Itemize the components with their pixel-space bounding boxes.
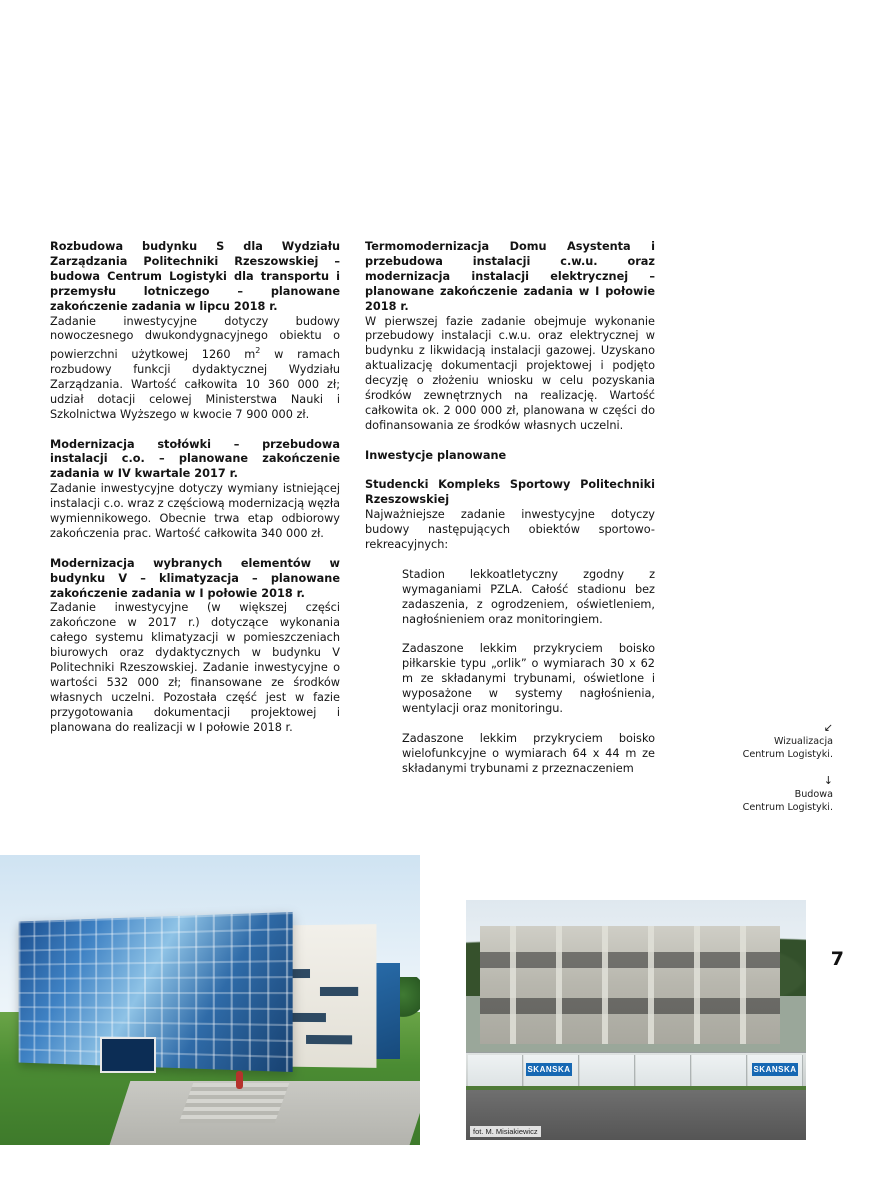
- superscript-square-meters: 2: [255, 346, 261, 356]
- left-text-column: [50, 240, 340, 736]
- heading-studencki-kompleks-sportowy: Studencki Kompleks Sportowy Politechniki Rzeszowskiej: [365, 478, 655, 507]
- photo-stairs: [179, 1083, 290, 1123]
- photo-person: [236, 1071, 243, 1089]
- list-item-boisko-pilkarskie-orlik: Zadaszone lekkim przykryciem boisko piłkarskie typu „orlik” o wymiarach 30 x 62 m ze składanymi trybunami, oświetlone i wyposażone w systemy nagłośnienia, wentylacji oraz monitoringu.: [402, 642, 655, 716]
- photo-column: [510, 926, 516, 1044]
- list-item-boisko-wielofunkcyjne: Zadaszone lekkim przykryciem boisko wielofunkcyjne o wymiarach 64 x 44 m ze składanymi trybunami z przeznaczeniem: [402, 731, 655, 775]
- photo-column: [602, 926, 608, 1044]
- paragraph-studencki-kompleks-sportowy: Najważniejsze zadanie inwestycyjne dotyczy budowy następujących obiektów sportowo-rekreacyjnych:: [365, 508, 655, 552]
- photo-fence-panel: [692, 1055, 747, 1089]
- arrow-down-icon: ↓: [823, 774, 833, 787]
- caption-line-1: Wizualizacja: [773, 736, 833, 747]
- paragraph-modernizacja-klimatyzacja: Zadanie inwestycyjne (w większej części zakończone w 2017 r.) dotyczące wykonania całego systemu klimatyzacji w pomieszczeniach biurowych oraz dydaktycznych w budynku V Politechniki Rzeszowskiej. Zadanie inwestycyjne o wartości 532 000 zł; finansowane ze środków własnych uczelni. Pozostała część jest w fazie przygotowania dokumentacji projektowej i planowana do realizacji w I połowie 2018 r.: [50, 601, 340, 734]
- arrow-down-left-icon: ↙: [823, 721, 833, 734]
- spacer: [50, 542, 340, 557]
- page-number: 7: [830, 948, 844, 970]
- paragraph-text-part2: w ramach rozbudowy funkcji dydaktycznej Wydziału Zarządzania. Wartość całkowita 10 360 000 zł; udział dotacji celowej Ministerstwa Nauki i Szkolnictwa Wyższego w kwocie 7 900 000 zł.: [50, 348, 340, 421]
- photo-fence-panel: [636, 1055, 691, 1089]
- paragraph-modernizacja-stolowki: Zadanie inwestycyjne dotyczy wymiany istniejącej instalacji c.o. wraz z częściową modernizacją węzła wymiennikowego. Obecnie trwa etap odbiorowy zakończenia prac. Wartość całkowita 340 000 zł.: [50, 482, 340, 540]
- spacer: [365, 464, 655, 479]
- heading-inwestycje-planowane: Inwestycje planowane: [365, 448, 507, 462]
- photo-fence-panel: [580, 1055, 635, 1089]
- caption-line-1: Budowa: [794, 789, 833, 800]
- paragraph-termomodernizacja: W pierwszej fazie zadanie obejmuje wykonanie przebudowy instalacji c.w.u. oraz elektrycznej w budynku z likwidacją instalacji gazowej. Uzyskano aktualizację dokumentacji projektowej i podjęto decyzję o złożeniu wniosku w celu pozyskania środków zewnętrznych na realizację. Wartość całkowita ok. 2 000 000 zł, planowana w części do dofinansowania ze środków własnych uczelni.: [365, 314, 655, 432]
- photo-column: [648, 926, 654, 1044]
- photo-column: [740, 926, 746, 1044]
- photo-column: [556, 926, 562, 1044]
- photo-fence-panel: [468, 1055, 523, 1089]
- skanska-logo: SKANSKA: [527, 1065, 571, 1074]
- spacer: [365, 553, 655, 568]
- photo-entrance-sign: [100, 1037, 156, 1073]
- heading-rozbudowa-budynku-s: Rozbudowa budynku S dla Wydziału Zarządzania Politechniki Rzeszowskiej – budowa Centrum Logistyki dla transportu i przemysłu lotniczego – planowane zakończenie zadania w lipcu 2018 r.: [50, 240, 340, 313]
- photo-window: [306, 1035, 352, 1044]
- spacer: [50, 423, 340, 438]
- photo-budowa-centrum-logistyki: [466, 900, 806, 1140]
- spacer: [365, 628, 655, 643]
- heading-termomodernizacja-domu-asystenta: Termomodernizacja Domu Asystenta i przebudowa instalacji c.w.u. oraz modernizacja instalacji elektrycznej – planowane zakończenie zadania w I połowie 2018 r.: [365, 240, 655, 313]
- list-item-stadion-lekkoatletyczny: Stadion lekkoatletyczny zgodny z wymaganiami PZLA. Całość stadionu bez zadaszenia, z ogrodzeniem, oświetleniem, nagłośnieniem oraz monitoringiem.: [402, 567, 655, 626]
- right-text-column: [365, 240, 655, 777]
- photo-floor-slab: [480, 998, 780, 1014]
- paragraph-rozbudowa-budynku-s: [50, 315, 340, 423]
- skanska-logo: SKANSKA: [753, 1065, 797, 1074]
- spacer: [365, 434, 655, 449]
- caption-line-2: Centrum Logistyki.: [742, 802, 833, 813]
- caption-wizualizacja: [743, 722, 833, 761]
- photo-credit: fot. M. Misiakiewicz: [470, 1126, 541, 1137]
- photo-wizualizacja-centrum-logistyki: [0, 855, 420, 1145]
- spacer: [365, 717, 655, 732]
- heading-modernizacja-stolowki: Modernizacja stołówki – przebudowa instalacji c.o. – planowane zakończenie zadania w IV kwartale 2017 r.: [50, 437, 340, 481]
- photo-window: [320, 987, 358, 996]
- photo-column: [694, 926, 700, 1044]
- heading-modernizacja-klimatyzacja: Modernizacja wybranych elementów w budynku V – klimatyzacja – planowane zakończenie zadania w I połowie 2018 r.: [50, 556, 340, 600]
- photo-construction-building: [480, 926, 780, 1044]
- caption-budowa: [743, 775, 833, 814]
- photo-floor-slab: [480, 952, 780, 968]
- paragraph-text-part1: Zadanie inwestycyjne dotyczy budowy nowoczesnego dwukondygnacyjnego obiektu o powierzchni użytkowej 1260 m: [50, 314, 340, 362]
- caption-line-2: Centrum Logistyki.: [742, 749, 833, 760]
